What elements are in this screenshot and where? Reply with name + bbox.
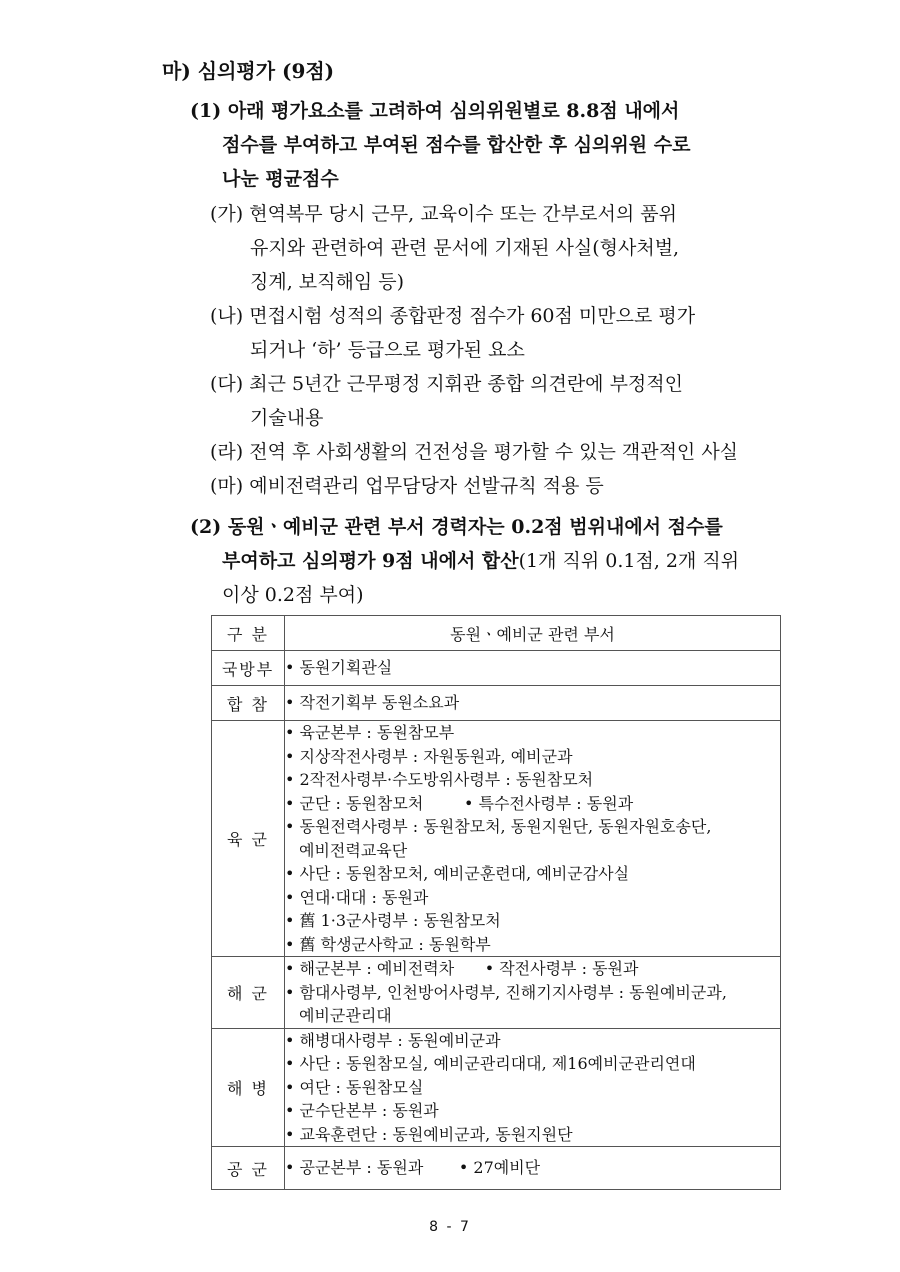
sub-item-ga-line-2: 유지와 관련하여 관련 문서에 기재된 사실(형사처벌, <box>250 237 680 259</box>
list-item: • 함대사령부, 인천방어사령부, 진해기지사령부 : 동원예비군과, <box>285 982 727 1002</box>
row-category-jcs: 합 참 <box>212 686 285 721</box>
list-item: • 해병대사령부 : 동원예비군과 <box>285 1030 501 1050</box>
list-item: • 동원전력사령부 : 동원참모처, 동원지원단, 동원자원호송단, <box>285 817 712 836</box>
row-category-airforce: 공 군 <box>212 1147 285 1190</box>
table-row <box>212 1147 781 1190</box>
list-item: • 군단 : 동원참모처 • 특수전사령부 : 동원과 <box>285 793 634 813</box>
list-item: • 사단 : 동원참모처, 예비군훈련대, 예비군감사실 <box>285 864 630 883</box>
sub-item-na-line-2: 되거나 ‘하’ 등급으로 평가된 요소 <box>250 339 525 361</box>
sub-item-ga-line-3: 징계, 보직해임 등) <box>250 271 405 293</box>
row-category-army: 육 군 <box>212 721 285 957</box>
item1-line-1: (1) 아래 평가요소를 고려하여 심의위원별로 8.8점 내에서 <box>190 100 680 122</box>
row-category-marines: 해 병 <box>212 1028 285 1147</box>
page-number: 8 - 7 <box>429 1219 471 1235</box>
sub-item-da-line-2: 기술내용 <box>250 407 324 429</box>
item2-line-2-bold: 부여하고 심의평가 9점 내에서 합산 <box>222 550 519 572</box>
sub-item-ma-line-1: (마) 예비전력관리 업무담당자 선발규칙 적용 등 <box>210 475 604 497</box>
item2-line-2-normal: (1개 직위 0.1점, 2개 직위 <box>518 550 740 572</box>
item1-line-2: 점수를 부여하고 부여된 점수를 합산한 후 심의위원 수로 <box>222 134 691 156</box>
sub-item-ga-line-1: (가) 현역복무 당시 근무, 교육이수 또는 간부로서의 품위 <box>210 203 677 225</box>
list-item: • 동원기획관실 <box>285 658 393 678</box>
list-item: • 사단 : 동원참모실, 예비군관리대대, 제16예비군관리연대 <box>285 1054 696 1073</box>
item2-line-2 <box>222 549 739 573</box>
list-item: • 공군본부 : 동원과 • 27예비단 <box>285 1158 541 1178</box>
list-item: • 해군본부 : 예비전력차 • 작전사령부 : 동원과 <box>285 959 639 978</box>
table-row <box>212 686 781 721</box>
row-content-army <box>285 721 781 957</box>
table-row <box>212 651 781 686</box>
sub-item-na-line-1: (나) 면접시험 성적의 종합판정 점수가 60점 미만으로 평가 <box>210 305 696 327</box>
row-content-navy <box>285 957 781 1029</box>
table-header-row <box>212 616 781 651</box>
row-content-marines <box>285 1028 781 1147</box>
row-content-jcs <box>285 686 781 721</box>
item2-line-3: 이상 0.2점 부여) <box>222 584 364 606</box>
list-item: • 육군본부 : 동원참모부 <box>285 723 455 742</box>
table-row <box>212 957 781 1029</box>
table-row <box>212 1028 781 1147</box>
department-table <box>211 615 781 1190</box>
table-row <box>212 721 781 957</box>
list-item: • 작전기획부 동원소요과 <box>285 693 460 713</box>
row-content-airforce <box>285 1147 781 1190</box>
list-item: • 舊 1·3군사령부 : 동원참모처 <box>285 911 501 930</box>
table-header-content: 동원ㆍ예비군 관련 부서 <box>285 616 781 651</box>
row-category-mnd: 국방부 <box>212 651 285 686</box>
list-item: • 연대·대대 : 동원과 <box>285 887 429 907</box>
item2-line-1: (2) 동원ㆍ예비군 관련 부서 경력자는 0.2점 범위내에서 점수를 <box>190 516 723 538</box>
list-item: • 舊 학생군사학교 : 동원학부 <box>285 934 491 954</box>
list-item: • 교육훈련단 : 동원예비군과, 동원지원단 <box>285 1124 573 1144</box>
item1-line-3: 나눈 평균점수 <box>222 168 339 190</box>
row-category-navy: 해 군 <box>212 957 285 1029</box>
row-content-mnd <box>285 651 781 686</box>
table-header-category: 구 분 <box>212 616 285 651</box>
list-item: • 여단 : 동원참모실 <box>285 1077 424 1097</box>
list-item-continuation: 예비군관리대 <box>299 1006 392 1025</box>
sub-item-da-line-1: (다) 최근 5년간 근무평정 지휘관 종합 의견란에 부정적인 <box>210 373 683 395</box>
list-item: • 군수단본부 : 동원과 <box>285 1101 439 1120</box>
section-title: 마) 심의평가 (9점) <box>162 59 335 83</box>
list-item: • 지상작전사령부 : 자원동원과, 예비군과 <box>285 746 573 766</box>
list-item: • 2작전사령부·수도방위사령부 : 동원참모처 <box>285 770 594 789</box>
sub-item-ra-line-1: (라) 전역 후 사회생활의 건전성을 평가할 수 있는 객관적인 사실 <box>210 441 739 463</box>
list-item-continuation: 예비전력교육단 <box>299 840 408 860</box>
